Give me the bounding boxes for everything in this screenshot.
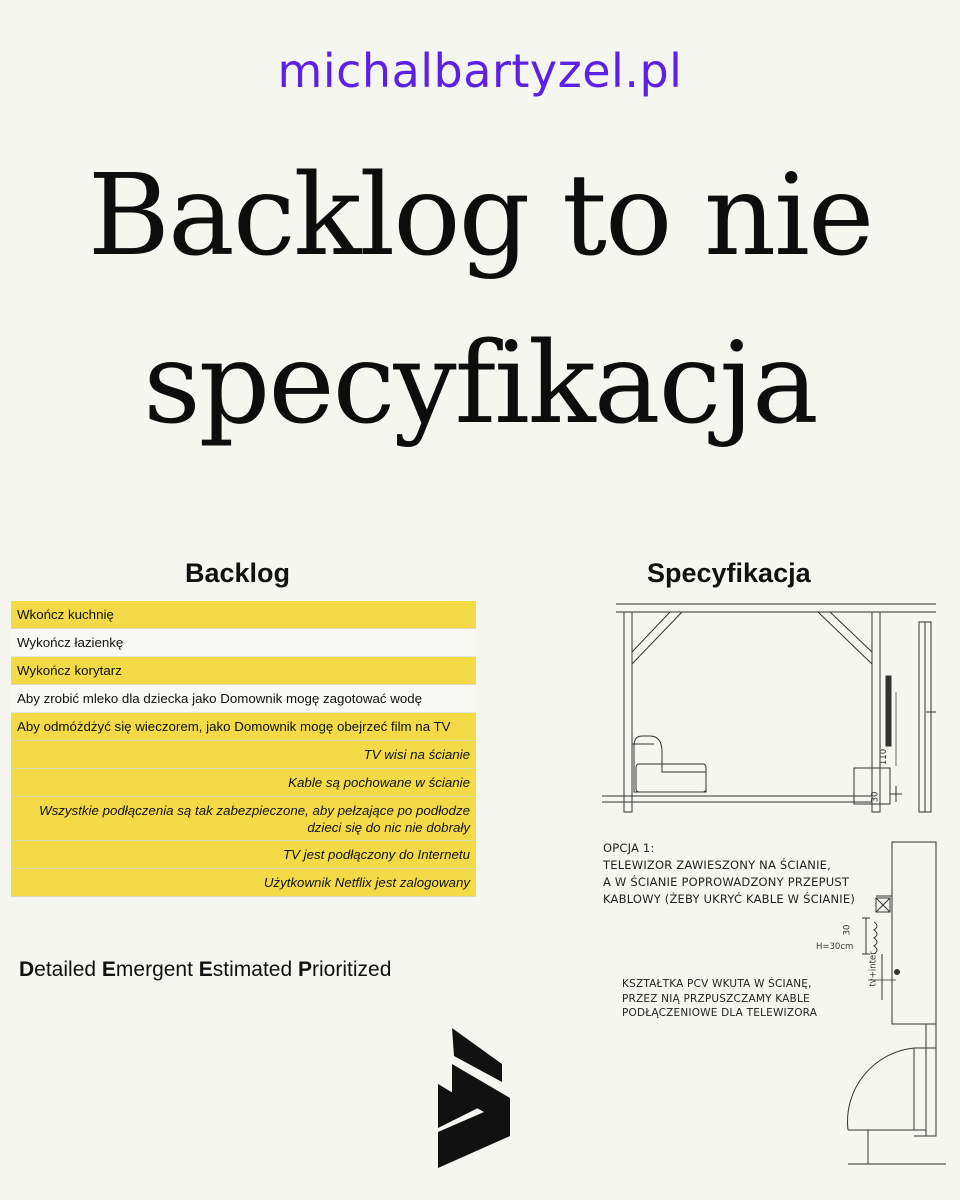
dimension-label: H=30cm: [816, 942, 854, 952]
conduit-note: KSZTAŁTKA PCV WKUTA W ŚCIANĘ, PRZEZ NIĄ PRZPUSZCZAMY KABLE PODŁĄCZENIOWE DLA TELEWIZORA: [622, 978, 818, 1019]
backlog-row: Wkończ kuchnię: [11, 601, 476, 629]
site-url[interactable]: michalbartyzel.pl: [277, 44, 683, 98]
dimension-label: 30: [842, 924, 853, 936]
backlog-row: TV wisi na ścianie: [11, 741, 476, 769]
backlog-row: TV jest podłączony do Internetu: [11, 841, 476, 869]
backlog-row: Aby odmóżdżyć się wieczorem, jako Domownik mogę obejrzeć film na TV: [11, 713, 476, 741]
backlog-table: [11, 601, 476, 897]
backlog-row: Aby zrobić mleko dla dziecka jako Domownik mogę zagotować wodę: [11, 685, 476, 713]
backlog-row: Użytkownik Netflix jest zalogowany: [11, 869, 476, 897]
backlog-row: Wykończ łazienkę: [11, 629, 476, 657]
brand-logo-icon: [430, 1024, 514, 1170]
backlog-row: Wykończ korytarz: [11, 657, 476, 685]
backlog-row: Kable są pochowane w ścianie: [11, 769, 476, 797]
backlog-row: Wszystkie podłączenia są tak zabezpieczone, aby pełzające po podłodze dzieci się do nic nie dobrały: [11, 797, 476, 841]
deep-acronym: Detailed Emergent Estimated Prioritized: [19, 958, 392, 981]
headline-line-1: Backlog to nie: [87, 151, 873, 281]
dimension-label: 110: [879, 748, 890, 766]
option-note: OPCJA 1: TELEWIZOR ZAWIESZONY NA ŚCIANIE, A W ŚCIANIE POPROWADZONY PRZEPUST KABLOWY (ŻEBY UKRYĆ KABLE W ŚCIANIE): [603, 841, 856, 906]
dimension-label: tv+inter: [868, 951, 879, 987]
backlog-title: Backlog: [185, 558, 291, 588]
dimension-label: 30: [870, 791, 881, 803]
headline-line-2: specyfikacja: [143, 319, 817, 449]
spec-title: Specyfikacja: [647, 558, 811, 588]
room-elevation-drawing: [596, 596, 946, 816]
